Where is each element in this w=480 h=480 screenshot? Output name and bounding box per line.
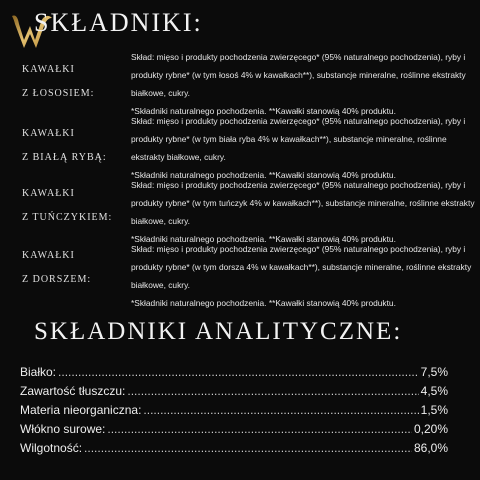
composition-text: Skład: mięso i produkty pochodzenia zwierzęcego* (95% naturalnego pochodzenia), ryby i produkty rybne* (w tym biała ryba 4% w kawałkach**), substancje mineralne, roślinne ekstrakty białkowe, cukry.: [131, 116, 466, 162]
row-value: 0,20%: [413, 422, 448, 436]
ingredient-label-salmon: [22, 58, 122, 106]
dot-leader: [127, 384, 418, 398]
dot-leader: [58, 365, 419, 379]
analytical-table: [20, 365, 448, 460]
label-line2: Z ŁOSOSIEM:: [22, 88, 95, 99]
composition-text: Skład: mięso i produkty pochodzenia zwierzęcego* (95% naturalnego pochodzenia), ryby i produkty rybne* (w tym łosoś 4% w kawałkach**), substancje mineralne, roślinne ekstrakty białkowe, cukry.: [131, 52, 466, 98]
footnote-text: *Składniki naturalnego pochodzenia. **Kawałki stanowią 40% produktu.: [131, 298, 396, 308]
ingredient-text-tuna: [131, 176, 476, 248]
ingredient-text-white-fish: [131, 112, 476, 184]
composition-text: Skład: mięso i produkty pochodzenia zwierzęcego* (95% naturalnego pochodzenia), ryby i produkty rybne* (w tym tuńczyk 4% w kawałkach**), substancje mineralne, roślinne ekstrakty białkowe, cukry.: [131, 180, 475, 226]
row-name: Zawartość tłuszczu:: [20, 384, 126, 398]
label-line1: KAWAŁKI: [22, 250, 75, 261]
row-value: 1,5%: [420, 403, 448, 417]
label-line1: KAWAŁKI: [22, 188, 75, 199]
analytical-row: [20, 441, 448, 460]
row-name: Materia nieorganiczna:: [20, 403, 142, 417]
row-value: 4,5%: [420, 384, 448, 398]
label-line2: Z BIAŁĄ RYBĄ:: [22, 152, 107, 163]
analytical-row: [20, 403, 448, 422]
ingredient-label-cod: [22, 244, 122, 292]
analytical-row: [20, 384, 448, 403]
label-line1: KAWAŁKI: [22, 128, 75, 139]
ingredient-label-tuna: [22, 182, 122, 230]
label-line2: Z DORSZEM:: [22, 274, 92, 285]
ingredient-label-white-fish: [22, 122, 122, 170]
dot-leader: [143, 403, 418, 417]
ingredient-text-cod: [131, 240, 476, 312]
label-line1: KAWAŁKI: [22, 64, 75, 75]
row-name: Wilgotność:: [20, 441, 83, 455]
ingredients-title: SKŁADNIKI:: [34, 8, 203, 37]
footnote-text: *Składniki naturalnego pochodzenia. **Kawałki stanowią 40% produktu.: [131, 106, 396, 116]
label-line2: Z TUŃCZYKIEM:: [22, 212, 113, 223]
ingredient-text-salmon: [131, 48, 476, 120]
row-value: 86,0%: [413, 441, 448, 455]
footnote-text: *Składniki naturalnego pochodzenia. **Kawałki stanowią 40% produktu.: [131, 170, 396, 180]
dot-leader: [107, 422, 412, 436]
row-name: Włókno surowe:: [20, 422, 106, 436]
dot-leader: [84, 441, 412, 455]
composition-text: Skład: mięso i produkty pochodzenia zwierzęcego* (95% naturalnego pochodzenia), ryby i produkty rybne* (w tym dorsza 4% w kawałkach**), substancje mineralne, roślinne ekstrakty białkowe, cukry.: [131, 244, 472, 290]
analytical-row: [20, 365, 448, 384]
row-name: Białko:: [20, 365, 57, 379]
analytical-row: [20, 422, 448, 441]
footnote-text: *Składniki naturalnego pochodzenia. **Kawałki stanowią 40% produktu.: [131, 234, 396, 244]
row-value: 7,5%: [420, 365, 448, 379]
analytical-title: SKŁADNIKI ANALITYCZNE:: [34, 318, 403, 345]
